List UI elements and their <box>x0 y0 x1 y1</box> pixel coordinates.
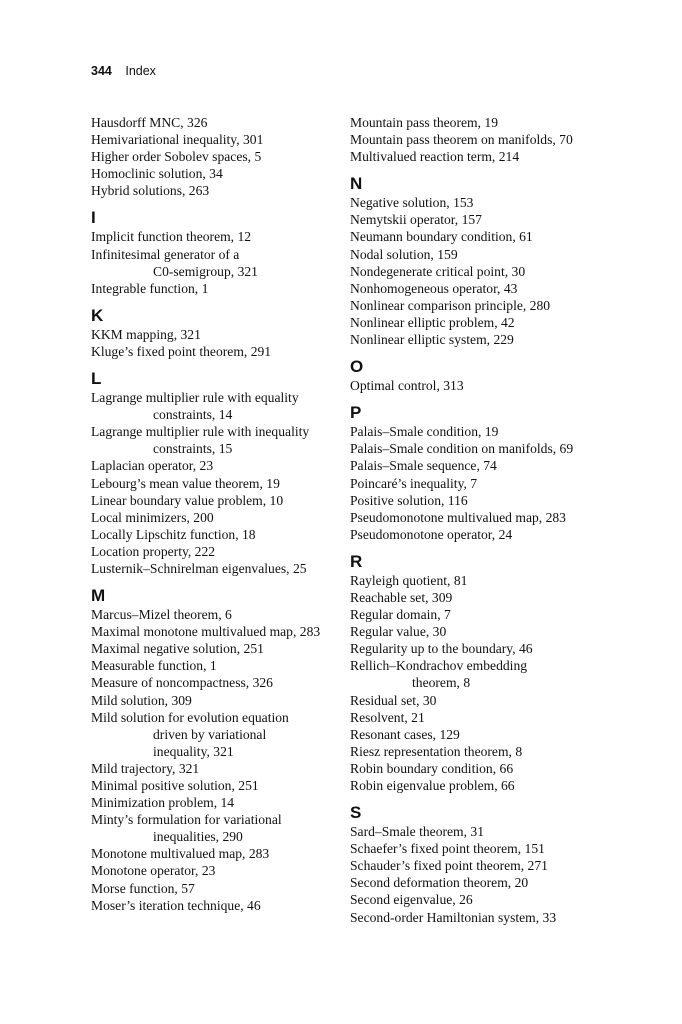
index-left-column <box>91 114 341 914</box>
index-entry: Palais–Smale condition, 19 <box>350 424 499 440</box>
index-entry: Positive solution, 116 <box>350 492 468 508</box>
index-entry: Lebourg’s mean value theorem, 19 <box>91 475 280 491</box>
section-letter: K <box>91 305 104 325</box>
index-entry: Nonlinear elliptic system, 229 <box>350 332 514 348</box>
index-entry: Hausdorff MNC, 326 <box>91 115 208 130</box>
index-entry-continuation: inequalities, 290 <box>153 829 243 845</box>
index-entry: Marcus–Mizel theorem, 6 <box>91 607 232 623</box>
section-letter: M <box>91 586 106 606</box>
index-entry: Poincaré’s inequality, 7 <box>350 475 478 491</box>
running-title: Index <box>125 64 156 78</box>
section-letter: N <box>350 174 363 194</box>
index-entry: Nondegenerate critical point, 30 <box>350 263 526 279</box>
index-entry: Regular domain, 7 <box>350 607 451 623</box>
index-entry: Resonant cases, 129 <box>350 726 460 742</box>
index-entry: Integrable function, 1 <box>91 280 209 296</box>
index-entry: Schauder’s fixed point theorem, 271 <box>350 858 548 874</box>
section-letter: I <box>91 208 96 228</box>
index-entry: Laplacian operator, 23 <box>91 458 214 474</box>
index-entry: Robin boundary condition, 66 <box>350 760 514 776</box>
index-entry: Monotone operator, 23 <box>91 863 216 879</box>
index-entry: Optimal control, 313 <box>350 378 464 394</box>
index-entry: Schaefer’s fixed point theorem, 151 <box>350 841 545 857</box>
index-entry: Mountain pass theorem on manifolds, 70 <box>350 132 573 148</box>
index-entry: Infinitesimal generator of a <box>91 246 240 262</box>
index-entry: Second eigenvalue, 26 <box>350 892 473 908</box>
index-entry: Linear boundary value problem, 10 <box>91 492 284 508</box>
page-header <box>91 64 156 78</box>
index-entry: Negative solution, 153 <box>350 195 474 211</box>
section-letter: O <box>350 357 364 377</box>
index-entry: Resolvent, 21 <box>350 709 425 725</box>
index-entry: Regular value, 30 <box>350 624 447 640</box>
index-entry: Measure of noncompactness, 326 <box>91 675 273 691</box>
index-entry: Locally Lipschitz function, 18 <box>91 526 256 542</box>
index-entry-continuation: driven by variational <box>153 726 267 742</box>
index-entry: Homoclinic solution, 34 <box>91 166 223 182</box>
index-entry-continuation: constraints, 14 <box>153 407 233 423</box>
index-entry: Minimal positive solution, 251 <box>91 778 259 793</box>
index-entry: Location property, 222 <box>91 543 216 559</box>
index-entry: Hybrid solutions, 263 <box>91 183 210 199</box>
index-entry: Second deformation theorem, 20 <box>350 875 529 891</box>
index-entry: Hemivariational inequality, 301 <box>91 132 264 148</box>
page-number: 344 <box>91 64 112 78</box>
section-letter: R <box>350 551 363 571</box>
index-entry: Higher order Sobolev spaces, 5 <box>91 149 262 165</box>
index-entry: Residual set, 30 <box>350 692 437 708</box>
section-letter: S <box>350 803 362 823</box>
index-entry: Maximal monotone multivalued map, 283 <box>91 624 321 640</box>
index-entry: Robin eigenvalue problem, 66 <box>350 778 515 793</box>
index-entry: Nemytskii operator, 157 <box>350 212 482 228</box>
index-entry: Mild solution for evolution equation <box>91 709 289 725</box>
index-entry: Pseudomonotone multivalued map, 283 <box>350 509 566 525</box>
index-entry: Reachable set, 309 <box>350 589 453 605</box>
index-entry: Regularity up to the boundary, 46 <box>350 641 533 657</box>
index-entry: Second-order Hamiltonian system, 33 <box>350 909 557 925</box>
index-entry: Mild solution, 309 <box>91 692 192 708</box>
index-entry: Nonlinear comparison principle, 280 <box>350 297 551 313</box>
index-entry: Minimization problem, 14 <box>91 795 235 811</box>
index-entry: Mild trajectory, 321 <box>91 760 200 776</box>
index-entry: Rellich–Kondrachov embedding <box>350 658 528 674</box>
index-entry: Lagrange multiplier rule with equality <box>91 390 299 406</box>
index-entry: Lusternik–Schnirelman eigenvalues, 25 <box>91 560 307 576</box>
index-entry: Neumann boundary condition, 61 <box>350 229 533 245</box>
index-entry: Minty’s formulation for variational <box>91 812 282 828</box>
index-entry: Implicit function theorem, 12 <box>91 229 252 245</box>
index-entry: Measurable function, 1 <box>91 658 217 674</box>
index-entry-continuation: C0-semigroup, 321 <box>153 263 258 279</box>
index-entry: Palais–Smale condition on manifolds, 69 <box>350 441 574 457</box>
index-entry: Nonlinear elliptic problem, 42 <box>350 314 515 330</box>
index-entry-continuation: theorem, 8 <box>412 675 471 691</box>
index-entry: Rayleigh quotient, 81 <box>350 572 468 588</box>
index-entry: Moser’s iteration technique, 46 <box>91 897 261 913</box>
index-entry: Nonhomogeneous operator, 43 <box>350 280 518 296</box>
index-entry: Maximal negative solution, 251 <box>91 641 264 657</box>
index-entry: Sard–Smale theorem, 31 <box>350 824 485 840</box>
index-entry-continuation: inequality, 321 <box>153 743 234 759</box>
index-entry: Pseudomonotone operator, 24 <box>350 526 513 542</box>
index-entry: Multivalued reaction term, 214 <box>350 149 520 165</box>
index-entry: Nodal solution, 159 <box>350 246 458 262</box>
index-entry: Kluge’s fixed point theorem, 291 <box>91 343 272 359</box>
index-entry: Riesz representation theorem, 8 <box>350 743 523 759</box>
index-entry: Local minimizers, 200 <box>91 509 214 525</box>
index-entry: Morse function, 57 <box>91 880 195 896</box>
section-letter: L <box>91 369 102 389</box>
index-entry: Palais–Smale sequence, 74 <box>350 458 497 474</box>
index-right-column <box>350 114 600 926</box>
index-entry: Mountain pass theorem, 19 <box>350 115 498 130</box>
index-entry: KKM mapping, 321 <box>91 326 201 342</box>
index-entry-continuation: constraints, 15 <box>153 441 233 457</box>
index-entry: Monotone multivalued map, 283 <box>91 846 270 862</box>
index-entry: Lagrange multiplier rule with inequality <box>91 424 310 440</box>
section-letter: P <box>350 403 362 423</box>
